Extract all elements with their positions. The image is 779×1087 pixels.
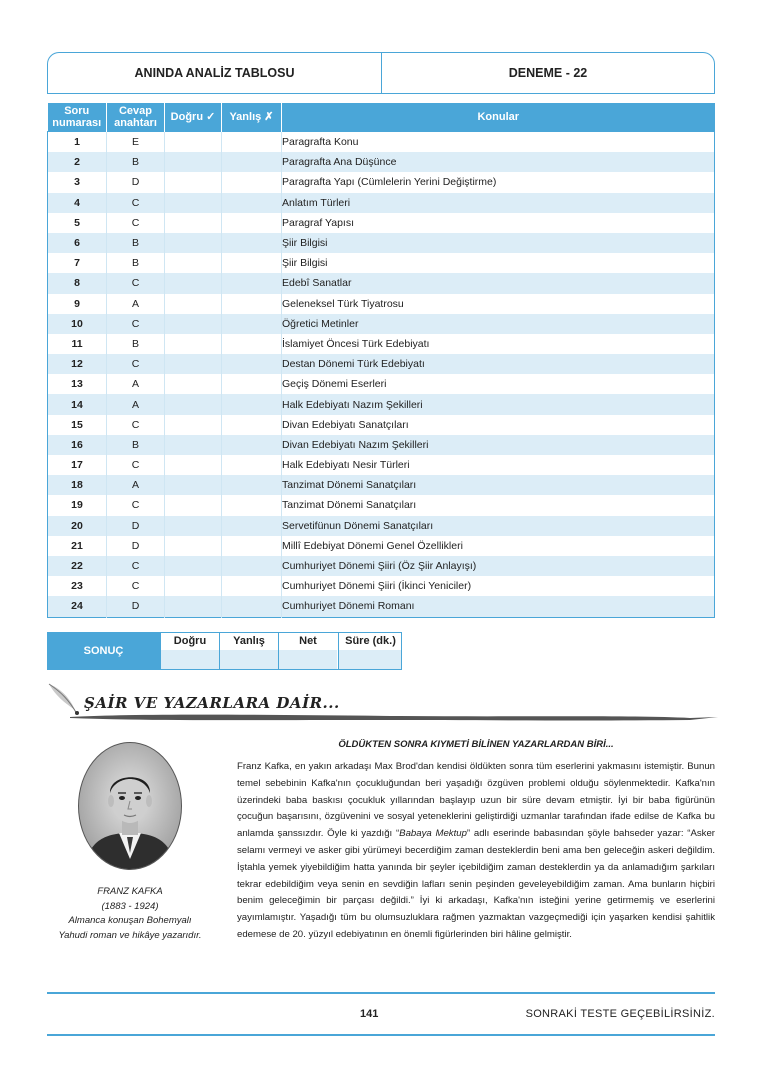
topic: Paragrafta Ana Düşünce xyxy=(282,152,715,172)
wrong-mark-cell[interactable] xyxy=(222,394,282,414)
correct-mark-cell[interactable] xyxy=(165,213,222,233)
correct-mark-cell[interactable] xyxy=(165,253,222,273)
correct-mark-cell[interactable] xyxy=(165,435,222,455)
correct-mark-cell[interactable] xyxy=(165,495,222,515)
table-row xyxy=(48,576,715,596)
table-row xyxy=(48,374,715,394)
table-row xyxy=(48,596,715,617)
wrong-mark-cell[interactable] xyxy=(222,435,282,455)
answer-key: A xyxy=(107,394,165,414)
topic: Şiir Bilgisi xyxy=(282,233,715,253)
answer-key: A xyxy=(107,374,165,394)
result-time-cell[interactable] xyxy=(338,632,402,670)
question-number: 4 xyxy=(48,193,107,213)
topic: Öğretici Metinler xyxy=(282,314,715,334)
topic: Millî Edebiyat Dönemi Genel Özellikleri xyxy=(282,536,715,556)
topic: Tanzimat Dönemi Sanatçıları xyxy=(282,475,715,495)
result-label: SONUÇ xyxy=(47,632,160,670)
wrong-mark-cell[interactable] xyxy=(222,495,282,515)
topic: İslamiyet Öncesi Türk Edebiyatı xyxy=(282,334,715,354)
topic: Halk Edebiyatı Nesir Türleri xyxy=(282,455,715,475)
table-row xyxy=(48,415,715,435)
col-header-answer-key: Cevap anahtarı xyxy=(107,103,165,132)
answer-key: D xyxy=(107,172,165,192)
table-row xyxy=(48,172,715,192)
wrong-mark-cell[interactable] xyxy=(222,253,282,273)
question-number: 16 xyxy=(48,435,107,455)
topic: Halk Edebiyatı Nazım Şekilleri xyxy=(282,394,715,414)
question-number: 8 xyxy=(48,273,107,293)
correct-mark-cell[interactable] xyxy=(165,576,222,596)
result-wrong-cell[interactable] xyxy=(219,632,278,670)
table-row xyxy=(48,354,715,374)
table-row xyxy=(48,516,715,536)
answer-key: D xyxy=(107,596,165,617)
page-number: 141 xyxy=(360,1008,379,1020)
caption-line-2: Yahudi roman ve hikâye yazarıdır. xyxy=(58,929,202,941)
correct-mark-cell[interactable] xyxy=(165,152,222,172)
brush-divider xyxy=(70,712,718,722)
table-row xyxy=(48,233,715,253)
answer-key: C xyxy=(107,273,165,293)
section-title: ŞAİR VE YAZARLARA DAİR... xyxy=(84,694,340,712)
footer-top-line xyxy=(47,992,715,994)
table-title: ANINDA ANALİZ TABLOSU xyxy=(47,52,381,94)
col-header-question-number: Soru numarası xyxy=(48,103,107,132)
table-row xyxy=(48,495,715,515)
answer-key: D xyxy=(107,516,165,536)
result-net-label: Net xyxy=(279,632,337,650)
answer-key: C xyxy=(107,314,165,334)
topic: Tanzimat Dönemi Sanatçıları xyxy=(282,495,715,515)
answer-key: C xyxy=(107,455,165,475)
correct-mark-cell[interactable] xyxy=(165,314,222,334)
wrong-mark-cell[interactable] xyxy=(222,596,282,617)
answer-key: E xyxy=(107,132,165,153)
table-row xyxy=(48,536,715,556)
result-correct-label: Doğru xyxy=(161,632,219,650)
correct-mark-cell[interactable] xyxy=(165,233,222,253)
wrong-mark-cell[interactable] xyxy=(222,314,282,334)
answer-key: C xyxy=(107,415,165,435)
correct-mark-cell[interactable] xyxy=(165,556,222,576)
topic: Paragrafta Konu xyxy=(282,132,715,153)
caption-years: (1883 - 1924) xyxy=(101,900,159,912)
answer-key: C xyxy=(107,193,165,213)
result-time-label: Süre (dk.) xyxy=(339,632,402,650)
topic: Paragraf Yapısı xyxy=(282,213,715,233)
article-text-2: ” adlı eserinde babasından şöyle bahseder yazar: “Asker selamı vermeyi ve asker gibi yürümeyi becerdiğim zaman desteklerdin beni ama ben geleceğin askeri değildim. İştahla yemek yiyebildiğim hatta yanında bir şeyler içebildiğim zaman desteklerdin ya da anlamadığım şarkıları tekrar edebildiğim veya senin en sevdiğin lafları senin peşinden geveleyebildiğim zaman. Ama bunların hiçbiri benim geleceğimin bir parçası değildi.” İyi ki arkadaşı, Kafka'nın isteğini yerine getirmemiş ve eserlerini yayımlamıştır. Yaşadığı tüm bu olumsuzluklara rağmen yazmaktan vazgeçmediği için yaşarken kendisi şahitlik edemese de 20. yüzyıl edebiyatının en önemli figürlerinden biri hâline gelmiştir. xyxy=(237,828,715,940)
correct-mark-cell[interactable] xyxy=(165,394,222,414)
table-row xyxy=(48,394,715,414)
topic: Divan Edebiyatı Sanatçıları xyxy=(282,415,715,435)
question-number: 12 xyxy=(48,354,107,374)
result-net-cell[interactable] xyxy=(278,632,337,670)
question-number: 2 xyxy=(48,152,107,172)
article-body xyxy=(237,759,715,944)
analysis-table xyxy=(47,103,715,618)
wrong-mark-cell[interactable] xyxy=(222,193,282,213)
wrong-mark-cell[interactable] xyxy=(222,132,282,153)
answer-key: A xyxy=(107,294,165,314)
table-row xyxy=(48,294,715,314)
answer-key: B xyxy=(107,253,165,273)
quill-icon xyxy=(45,682,85,716)
wrong-mark-cell[interactable] xyxy=(222,415,282,435)
caption-line-1: Almanca konuşan Bohemyalı xyxy=(68,915,192,926)
topic: Şiir Bilgisi xyxy=(282,253,715,273)
table-row xyxy=(48,213,715,233)
answer-key: B xyxy=(107,334,165,354)
col-header-wrong: Yanlış ✗ xyxy=(222,103,282,132)
book-title: Babaya Mektup xyxy=(399,828,467,840)
question-number: 20 xyxy=(48,516,107,536)
table-row xyxy=(48,152,715,172)
topic: Geçiş Dönemi Eserleri xyxy=(282,374,715,394)
wrong-mark-cell[interactable] xyxy=(222,374,282,394)
correct-mark-cell[interactable] xyxy=(165,596,222,617)
table-row xyxy=(48,334,715,354)
correct-mark-cell[interactable] xyxy=(165,374,222,394)
table-row xyxy=(48,132,715,153)
next-test-note: SONRAKİ TESTE GEÇEBİLİRSİNİZ. xyxy=(525,1008,715,1020)
question-number: 13 xyxy=(48,374,107,394)
question-number: 23 xyxy=(48,576,107,596)
answer-key: C xyxy=(107,495,165,515)
question-number: 7 xyxy=(48,253,107,273)
wrong-mark-cell[interactable] xyxy=(222,556,282,576)
answer-key: B xyxy=(107,233,165,253)
correct-mark-cell[interactable] xyxy=(165,415,222,435)
table-row xyxy=(48,273,715,293)
topic: Anlatım Türleri xyxy=(282,193,715,213)
topic: Servetifünun Dönemi Sanatçıları xyxy=(282,516,715,536)
footer-bottom-line xyxy=(47,1034,715,1036)
question-number: 17 xyxy=(48,455,107,475)
portrait-caption xyxy=(47,885,213,943)
wrong-mark-cell[interactable] xyxy=(222,172,282,192)
correct-mark-cell[interactable] xyxy=(165,193,222,213)
answer-key: C xyxy=(107,576,165,596)
correct-mark-cell[interactable] xyxy=(165,475,222,495)
answer-key: A xyxy=(107,475,165,495)
correct-mark-cell[interactable] xyxy=(165,294,222,314)
question-number: 11 xyxy=(48,334,107,354)
col-header-topics: Konular xyxy=(282,103,715,132)
table-row xyxy=(48,435,715,455)
correct-mark-cell[interactable] xyxy=(165,334,222,354)
question-number: 18 xyxy=(48,475,107,495)
wrong-mark-cell[interactable] xyxy=(222,354,282,374)
question-number: 10 xyxy=(48,314,107,334)
topic: Geleneksel Türk Tiyatrosu xyxy=(282,294,715,314)
wrong-mark-cell[interactable] xyxy=(222,233,282,253)
correct-mark-cell[interactable] xyxy=(165,354,222,374)
exam-title: DENEME - 22 xyxy=(381,52,715,94)
answer-key: D xyxy=(107,536,165,556)
answer-key: B xyxy=(107,435,165,455)
article-title: ÖLDÜKTEN SONRA KIYMETİ BİLİNEN YAZARLARDAN BİRİ... xyxy=(338,739,614,750)
question-number: 6 xyxy=(48,233,107,253)
question-number: 21 xyxy=(48,536,107,556)
question-number: 24 xyxy=(48,596,107,617)
result-correct-cell[interactable] xyxy=(160,632,219,670)
question-number: 3 xyxy=(48,172,107,192)
wrong-mark-cell[interactable] xyxy=(222,334,282,354)
question-number: 9 xyxy=(48,294,107,314)
question-number: 15 xyxy=(48,415,107,435)
table-row xyxy=(48,193,715,213)
answer-key: C xyxy=(107,556,165,576)
topic: Cumhuriyet Dönemi Romanı xyxy=(282,596,715,617)
correct-mark-cell[interactable] xyxy=(165,172,222,192)
wrong-mark-cell[interactable] xyxy=(222,536,282,556)
correct-mark-cell[interactable] xyxy=(165,536,222,556)
result-wrong-label: Yanlış xyxy=(220,632,278,650)
topic: Paragrafta Yapı (Cümlelerin Yerini Değiştirme) xyxy=(282,172,715,192)
table-row xyxy=(48,475,715,495)
topic: Edebî Sanatlar xyxy=(282,273,715,293)
answer-key: C xyxy=(107,213,165,233)
wrong-mark-cell[interactable] xyxy=(222,576,282,596)
question-number: 14 xyxy=(48,394,107,414)
table-row xyxy=(48,556,715,576)
caption-name: FRANZ KAFKA xyxy=(97,886,163,897)
topic: Destan Dönemi Türk Edebiyatı xyxy=(282,354,715,374)
question-number: 22 xyxy=(48,556,107,576)
correct-mark-cell[interactable] xyxy=(165,273,222,293)
wrong-mark-cell[interactable] xyxy=(222,455,282,475)
wrong-mark-cell[interactable] xyxy=(222,294,282,314)
correct-mark-cell[interactable] xyxy=(165,132,222,153)
result-box xyxy=(47,632,402,670)
wrong-mark-cell[interactable] xyxy=(222,475,282,495)
correct-mark-cell[interactable] xyxy=(165,516,222,536)
table-row xyxy=(48,455,715,475)
topic: Divan Edebiyatı Nazım Şekilleri xyxy=(282,435,715,455)
question-number: 5 xyxy=(48,213,107,233)
answer-key: B xyxy=(107,152,165,172)
question-number: 1 xyxy=(48,132,107,153)
col-header-correct: Doğru ✓ xyxy=(165,103,222,132)
article-text-1: Franz Kafka, en yakın arkadaşı Max Brod'dan kendisi öldükten sonra tüm eserlerini yakmasını istemiştir. Bunun temel sebebinin Kafka'nın çocukluğundan beri yaşadığı özgüven problemi olduğu söylenmektedir. Kafka'nın üzerindeki baba baskısı çocukluk yıllarından başlayıp uzun bir süre devam etmiştir. İyi bir baba figürünün çocuğun başarısını, özgüvenini ve sosyal yeteneklerini geliştirdiği uzmanlar tarafından ifade edilse de Kafka bu anlamda şanssızdır. Öyle ki yazdığı “ xyxy=(237,761,715,840)
table-row xyxy=(48,253,715,273)
correct-mark-cell[interactable] xyxy=(165,455,222,475)
table-row xyxy=(48,314,715,334)
wrong-mark-cell[interactable] xyxy=(222,213,282,233)
wrong-mark-cell[interactable] xyxy=(222,516,282,536)
topic: Cumhuriyet Dönemi Şiiri (Öz Şiir Anlayışı) xyxy=(282,556,715,576)
topic: Cumhuriyet Dönemi Şiiri (İkinci Yeniciler) xyxy=(282,576,715,596)
answer-key: C xyxy=(107,354,165,374)
question-number: 19 xyxy=(48,495,107,515)
kafka-portrait xyxy=(77,741,183,871)
wrong-mark-cell[interactable] xyxy=(222,273,282,293)
wrong-mark-cell[interactable] xyxy=(222,152,282,172)
